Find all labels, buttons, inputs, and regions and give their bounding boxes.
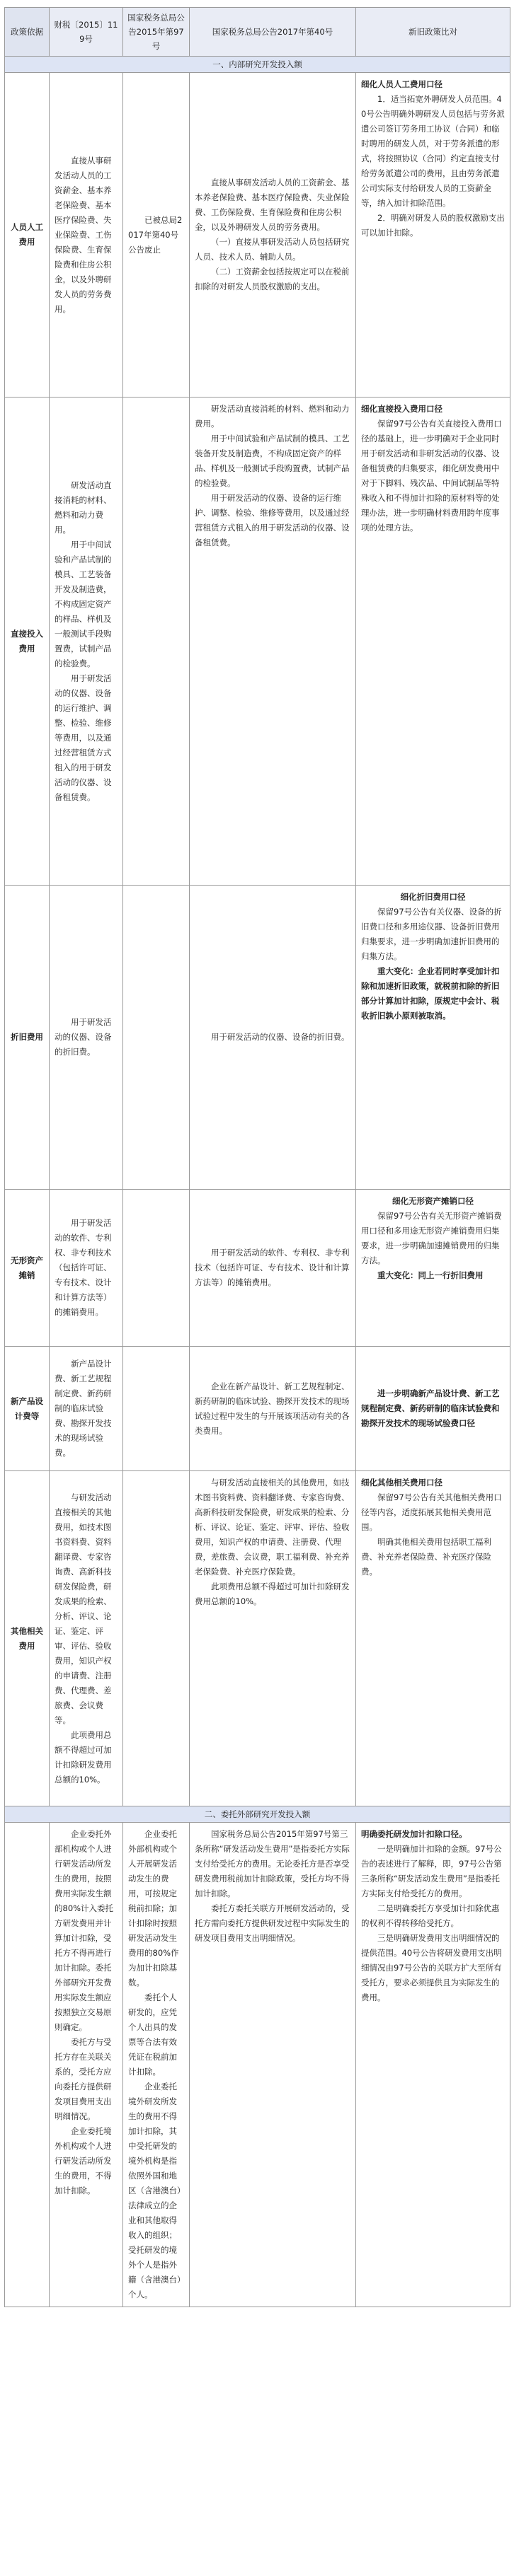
direct-caishui-text-1: 研发活动直接消耗的材料、燃料和动力费用。 [55,480,112,535]
other-comparison-1: 保留97号公告有关其他相关费用口径等内容，适度拓展其他相关费用范围。 [361,1492,502,1532]
category-amortization: 无形资产摊销 [5,1190,50,1347]
depreciation-40-text: 用于研发活动的仪器、设备的折旧费。 [211,1032,350,1042]
amortization-comparison-1: 保留97号公告有关无形资产摊销费用口径和多用途无形资产摊销费用归集要求，进一步明确加速摊销费用的归集方法。 [361,1211,502,1265]
policy-comparison-page [4,7,510,2307]
personnel-comparison-1: 1．适当拓宽外聘研发人员范围。40号公告明确外聘研发人员包括与劳务派遣公司签订劳务用工协议（合同）和临时聘用的研发人员，对于劳务派遣的形式，将按照协议（合同）约定直接支付给劳务派遣公司的费用，且由劳务派遣公司实际支付给研发人员的工资薪金等，纳入加计扣除范围。 [361,94,505,208]
header-row [5,8,510,57]
section-row-external [5,1806,510,1823]
category-personnel: 人员人工费用 [5,73,50,398]
entrusted-97-text-3: 企业委托境外研发所发生的费用不得加计扣除，其中受托研发的境外机构是指依照外国和地区（含港澳台）法律成立的企业和其他取得收入的组织；受托研发的境外个人是指外籍（含港澳台）个人。 [128,2082,181,2299]
other-comparison-2: 明确其他相关费用包括职工福利费、补充养老保险费、补充医疗保险费。 [361,1537,491,1577]
table-row-new-product [5,1347,510,1471]
amortization-caishui-text: 用于研发活动的软件、专利权、非专利技术（包括许可证、专有技术、设计和计算方法等）的摊销费用。 [55,1218,112,1317]
newproduct-caishui-text: 新产品设计费、新工艺规程制定费、新药研制的临床试验费、勘探开发技术的现场试验费。 [55,1359,112,1458]
entrusted-comparison-1: 一是明确加计扣除的金额。97号公告的表述进行了解释，即，97号公告第三条所称“研发活动发生费用”是指委托方实际支付给受托方的费用。 [361,1844,502,1898]
personnel-comparison-2: 2．明确对研发人员的股权激励支出可以加计扣除。 [361,213,505,238]
category-new-product: 新产品设计费等 [5,1347,50,1471]
entrusted-caishui-text-2: 委托方与受托方存在关联关系的，受托方应向委托方提供研发项目费用支出明细情况。 [55,2037,112,2121]
newproduct-comparison: 进一步明确新产品设计费、新工艺规程制定费、新药研制的临床试验费和勘探开发技术的现场试验费口径 [361,1388,500,1428]
entrusted-40-text-2: 委托方委托关联方开展研发活动的，受托方需向委托方提供研发过程中实际发生的研发项目费用支出明细情况。 [195,1903,350,1943]
header-policy-basis: 政策依据 [5,8,50,57]
header-announcement-2015-97: 国家税务总局公告2015年第97号 [123,8,190,57]
direct-comparison-1: 保留97号公告有关直接投入费用口径的基础上，进一步明确对于企业同时用于研发活动和非研发活动的仪器、设备租赁费的归集要求，细化研发费用中对于下脚料、残次品、中间试制品等特殊收入和不得加计扣除的原材料等的处理办法，进一步明确材料费用跨年度事项的处理方法。 [361,419,502,533]
header-comparison: 新旧政策比对 [356,8,510,57]
other-40-text-1: 与研发活动直接相关的其他费用，如技术图书资料费、资料翻译费、专家咨询费、高新科技研发保险费，研发成果的检索、分析、评议、论证、鉴定、评审、评估、验收费用，知识产权的申请费、注册费、代理费，差旅费、会议费，职工福利费、补充养老保险费、补充医疗保险费。 [195,1478,350,1577]
depreciation-comparison-title: 细化折旧费用口径 [400,892,466,902]
table-row-depreciation [5,886,510,1190]
section-row-internal [5,57,510,73]
table-row-entrusted [5,1823,510,2307]
policy-comparison-table [4,7,510,2307]
personnel-40-text-1: 直接从事研发活动人员的工资薪金、基本养老保险费、基本医疗保险费、失业保险费、工伤保险费、生育保险费和住房公积金，以及外聘研发人员的劳务费用。 [195,178,350,232]
personnel-40-text-3: （二）工资薪金包括按规定可以在税前扣除的对研发人员股权激励的支出。 [195,267,350,291]
depreciation-caishui-text: 用于研发活动的仪器、设备的折旧费。 [55,1017,112,1057]
direct-40-text-1: 研发活动直接消耗的材料、燃料和动力费用。 [195,404,350,429]
table-row-direct-input [5,398,510,886]
table-row-other [5,1471,510,1806]
depreciation-comparison-2: 重大变化：企业若同时享受加计扣除和加速折旧政策，就税前扣除的折旧部分计算加计扣除，原规定中会计、税收折旧孰小原则被取消。 [361,966,500,1021]
newproduct-40-text: 企业在新产品设计、新工艺规程制定、新药研制的临床试验、勘探开发技术的现场试验过程中发生的与开展该项活动有关的各类费用。 [195,1381,350,1436]
entrusted-comparison-3: 三是明确研发费用支出明细情况的提供范围。40号公告将研发费用支出明细情况由97号公告的关联方扩大至所有受托方，要求必须提供且为实际发生的费用。 [361,1933,502,2002]
other-comparison-title: 细化其他相关费用口径 [361,1478,442,1487]
amortization-40-text: 用于研发活动的软件、专利权、非专利技术（包括许可证、专有技术、设计和计算方法等）的摊销费用。 [195,1248,350,1287]
section-title-internal: 一、内部研究开发投入额 [5,57,510,73]
entrusted-comparison-title: 明确委托研发加计扣除口径。 [361,1829,467,1839]
entrusted-97-text-2: 委托个人研发的，应凭个人出具的发票等合法有效凭证在税前加计扣除。 [128,1992,177,2077]
table-row-amortization [5,1190,510,1347]
personnel-comparison-title: 细化人员人工费用口径 [361,79,442,89]
personnel-97-text: 已被总局2017年第40号公告废止 [128,214,183,255]
personnel-40-text-2: （一）直接从事研发活动人员包括研究人员、技术人员、辅助人员。 [195,237,350,262]
header-announcement-2017-40: 国家税务总局公告2017年第40号 [190,8,356,57]
direct-40-text-2: 用于中间试验和产品试制的模具、工艺装备开发及制造费，不构成固定资产的样品、样机及一般测试手段购置费，试制产品的检验费。 [195,434,350,488]
direct-comparison-title: 细化直接投入费用口径 [361,404,442,414]
entrusted-comparison-2: 二是明确委托方享受加计扣除优惠的权利不得转移给受托方。 [361,1903,500,1928]
other-caishui-text-1: 与研发活动直接相关的其他费用，如技术图书资料费、资料翻译费、专家咨询费、高新科技研发保险费，研发成果的检索、分析、评议、论证、鉴定、评审、评估、验收费用，知识产权的申请费、注册费、代理费、差旅费、会议费等。 [55,1492,112,1725]
personnel-caishui-text: 直接从事研发活动人员的工资薪金、基本养老保险费、基本医疗保险费、失业保险费、工伤保险费、生育保险费和住房公积金，以及外聘研发人员的劳务费用。 [55,155,112,314]
direct-caishui-text-3: 用于研发活动的仪器、设备的运行维护、调整、检验、维修等费用，以及通过经营租赁方式租入的用于研发活动的仪器、设备租赁费。 [55,673,112,802]
entrusted-40-text-1: 国家税务总局公告2015年第97号第三条所称“研发活动发生费用”是指委托方实际支付给受托方的费用。无论委托方是否享受研发费用税前加计扣除政策，受托方均不得加计扣除。 [195,1829,350,1898]
category-other: 其他相关费用 [5,1471,50,1806]
entrusted-caishui-text-3: 企业委托境外机构或个人进行研发活动所发生的费用，不得加计扣除。 [55,2126,112,2195]
direct-40-text-3: 用于研发活动的仪器、设备的运行维护、调整、检验、维修等费用，以及通过经营租赁方式租入的用于研发活动的仪器、设备租赁费。 [195,493,350,547]
entrusted-caishui-text-1: 企业委托外部机构或个人进行研发活动所发生的费用，按照费用实际发生额的80%计入委托方研发费用并计算加计扣除，受托方不得再进行加计扣除。委托外部研究开发费用实际发生额应按照独立交易原则确定。 [55,1829,114,2032]
header-caishui-2015-119: 财税〔2015〕119号 [50,8,123,57]
entrusted-97-text-1: 企业委托外部机构或个人开展研发活动发生的费用，可按规定税前扣除；加计扣除时按照研发活动发生费用的80%作为加计扣除基数。 [128,1829,179,1988]
direct-caishui-text-2: 用于中间试验和产品试制的模具、工艺装备开发及制造费，不构成固定资产的样品、样机及一般测试手段购置费，试制产品的检验费。 [55,539,112,668]
section-title-external: 二、委托外部研究开发投入额 [5,1806,510,1823]
category-direct-input: 直接投入费用 [5,398,50,886]
other-caishui-text-2: 此项费用总额不得超过可加计扣除研发费用总额的10%。 [55,1729,112,1785]
other-40-text-2: 此项费用总额不得超过可加计扣除研发费用总额的10%。 [195,1582,350,1606]
table-row-personnel [5,73,510,398]
depreciation-comparison-1: 保留97号公告有关仪器、设备的折旧费口径和多用途仪器、设备折旧费用归集要求，进一步明确加速折旧费用的归集方法。 [361,907,502,961]
amortization-comparison-title: 细化无形资产摊销口径 [392,1196,474,1206]
category-depreciation: 折旧费用 [5,886,50,1190]
amortization-comparison-2: 重大变化：同上一行折旧费用 [377,1270,484,1280]
